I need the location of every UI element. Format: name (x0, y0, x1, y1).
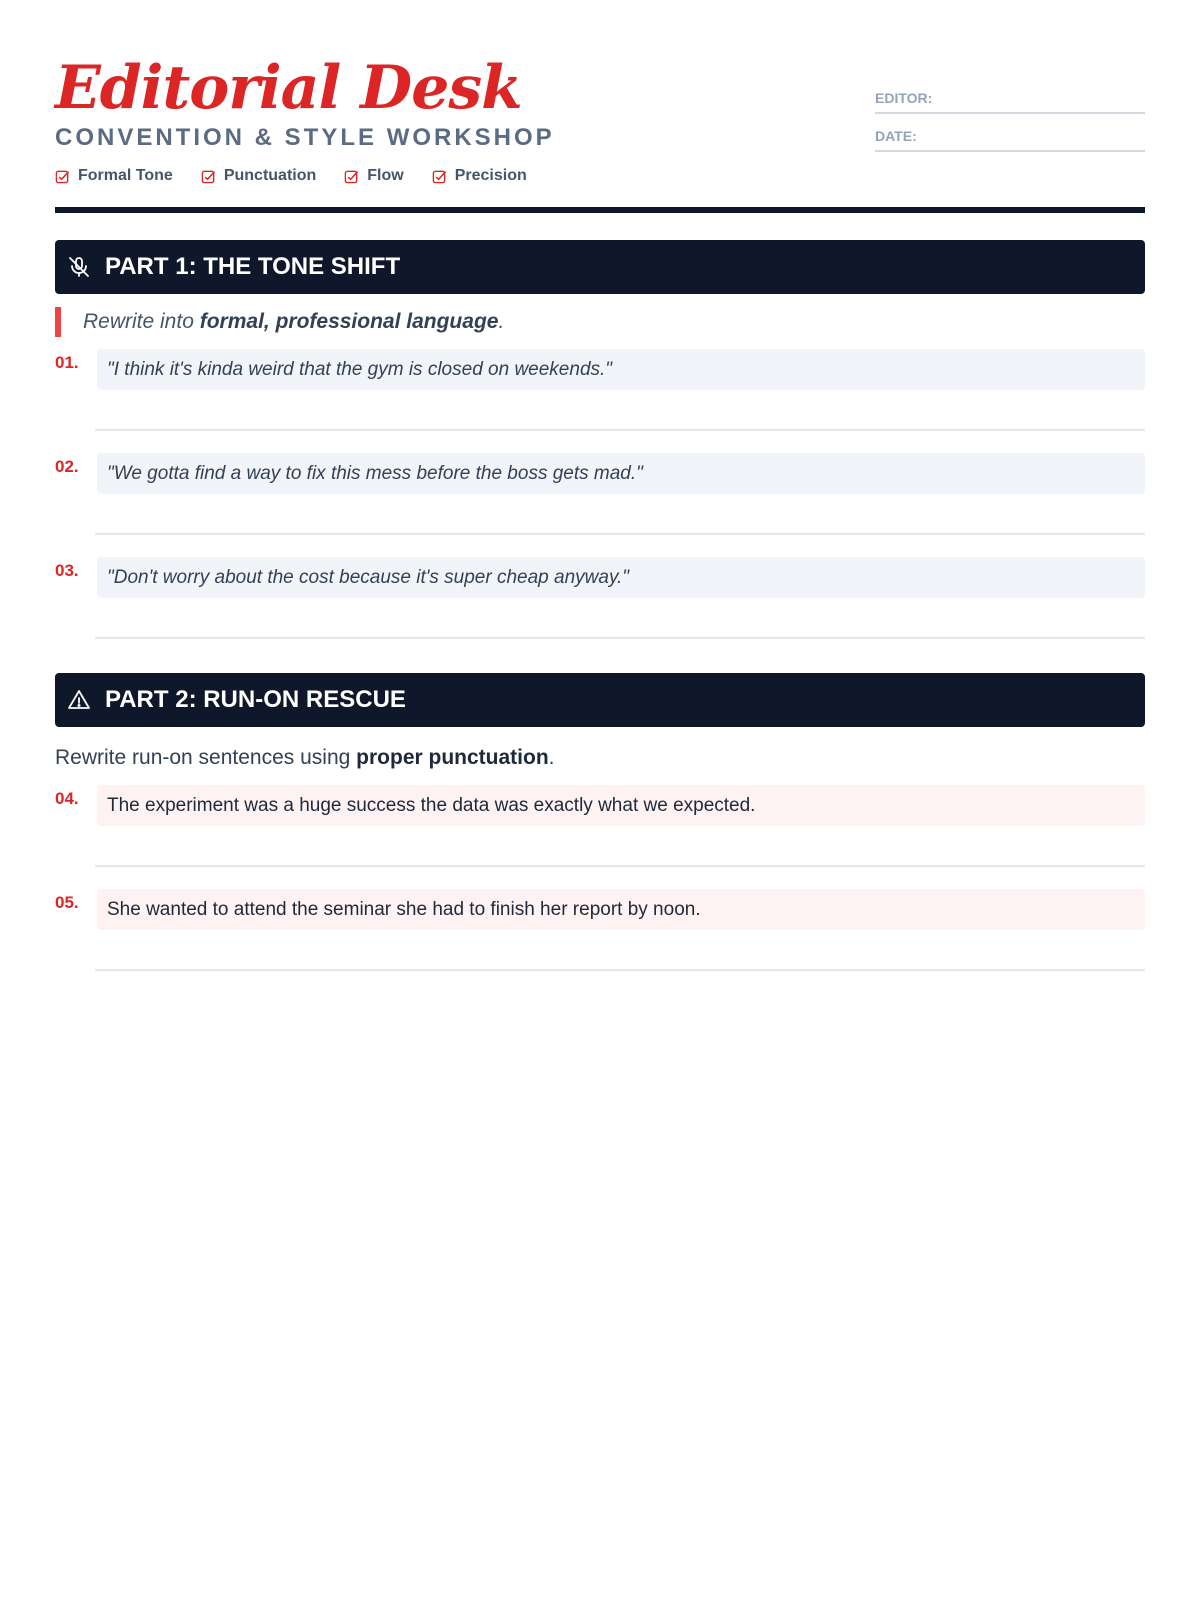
instruction-text: Rewrite into (83, 310, 200, 333)
checkbox-icon (432, 169, 447, 184)
part1-items (55, 349, 1145, 661)
instruction-text: Rewrite run-on sentences using (55, 746, 357, 769)
item-prompt: The experiment was a huge success the data was exactly what we expected. (97, 785, 1145, 826)
answer-line[interactable] (95, 969, 1145, 971)
instruction-emphasis: proper punctuation (356, 746, 549, 769)
part2-items (55, 785, 1145, 993)
item-number: 03. (55, 561, 79, 580)
skill-label: Flow (367, 167, 404, 184)
item-number: 02. (55, 457, 79, 476)
instruction-text: . (548, 746, 555, 769)
answer-line[interactable] (95, 429, 1145, 431)
meta-fields (875, 90, 1145, 166)
item-number: 05. (55, 893, 79, 912)
exercise-item (55, 557, 1145, 661)
exercise-item (55, 453, 1145, 557)
answer-line[interactable] (95, 533, 1145, 535)
answer-line[interactable] (95, 637, 1145, 639)
header-divider (55, 207, 1145, 213)
exercise-item (55, 349, 1145, 453)
exercise-item (55, 889, 1145, 993)
page-title: Editorial Desk (55, 53, 522, 123)
editor-field[interactable]: EDITOR: (875, 90, 1145, 114)
warning-icon (67, 688, 91, 712)
page-subtitle: CONVENTION & STYLE WORKSHOP (55, 124, 555, 151)
part2-instruction (55, 743, 1145, 773)
item-prompt: "Don't worry about the cost because it's super cheap anyway." (97, 557, 1145, 598)
date-field[interactable]: DATE: (875, 128, 1145, 152)
mic-off-icon (67, 255, 91, 279)
checkbox-icon (55, 169, 70, 184)
part1-header (55, 240, 1145, 294)
skill-flow (344, 167, 403, 185)
part2-title: PART 2: RUN-ON RESCUE (105, 686, 406, 713)
skill-label: Formal Tone (78, 167, 173, 184)
part2-header (55, 673, 1145, 727)
item-prompt: "I think it's kinda weird that the gym is closed on weekends." (97, 349, 1145, 390)
skill-label: Punctuation (223, 167, 317, 184)
header (55, 52, 1145, 207)
skill-formal-tone (55, 167, 173, 185)
checkbox-icon (344, 169, 359, 184)
part1-title: PART 1: THE TONE SHIFT (105, 253, 401, 280)
part1-instruction (55, 307, 1145, 337)
skill-punctuation (201, 167, 316, 185)
skill-list (55, 167, 527, 185)
checkbox-icon (201, 169, 216, 184)
skill-precision (432, 167, 527, 185)
instruction-text: . (498, 310, 505, 333)
instruction-emphasis: formal, professional language (199, 310, 499, 333)
exercise-item (55, 785, 1145, 889)
item-number: 01. (55, 353, 79, 372)
item-prompt: She wanted to attend the seminar she had to finish her report by noon. (97, 889, 1145, 930)
skill-label: Precision (454, 167, 527, 184)
item-prompt: "We gotta find a way to fix this mess before the boss gets mad." (97, 453, 1145, 494)
answer-line[interactable] (95, 865, 1145, 867)
item-number: 04. (55, 789, 79, 808)
